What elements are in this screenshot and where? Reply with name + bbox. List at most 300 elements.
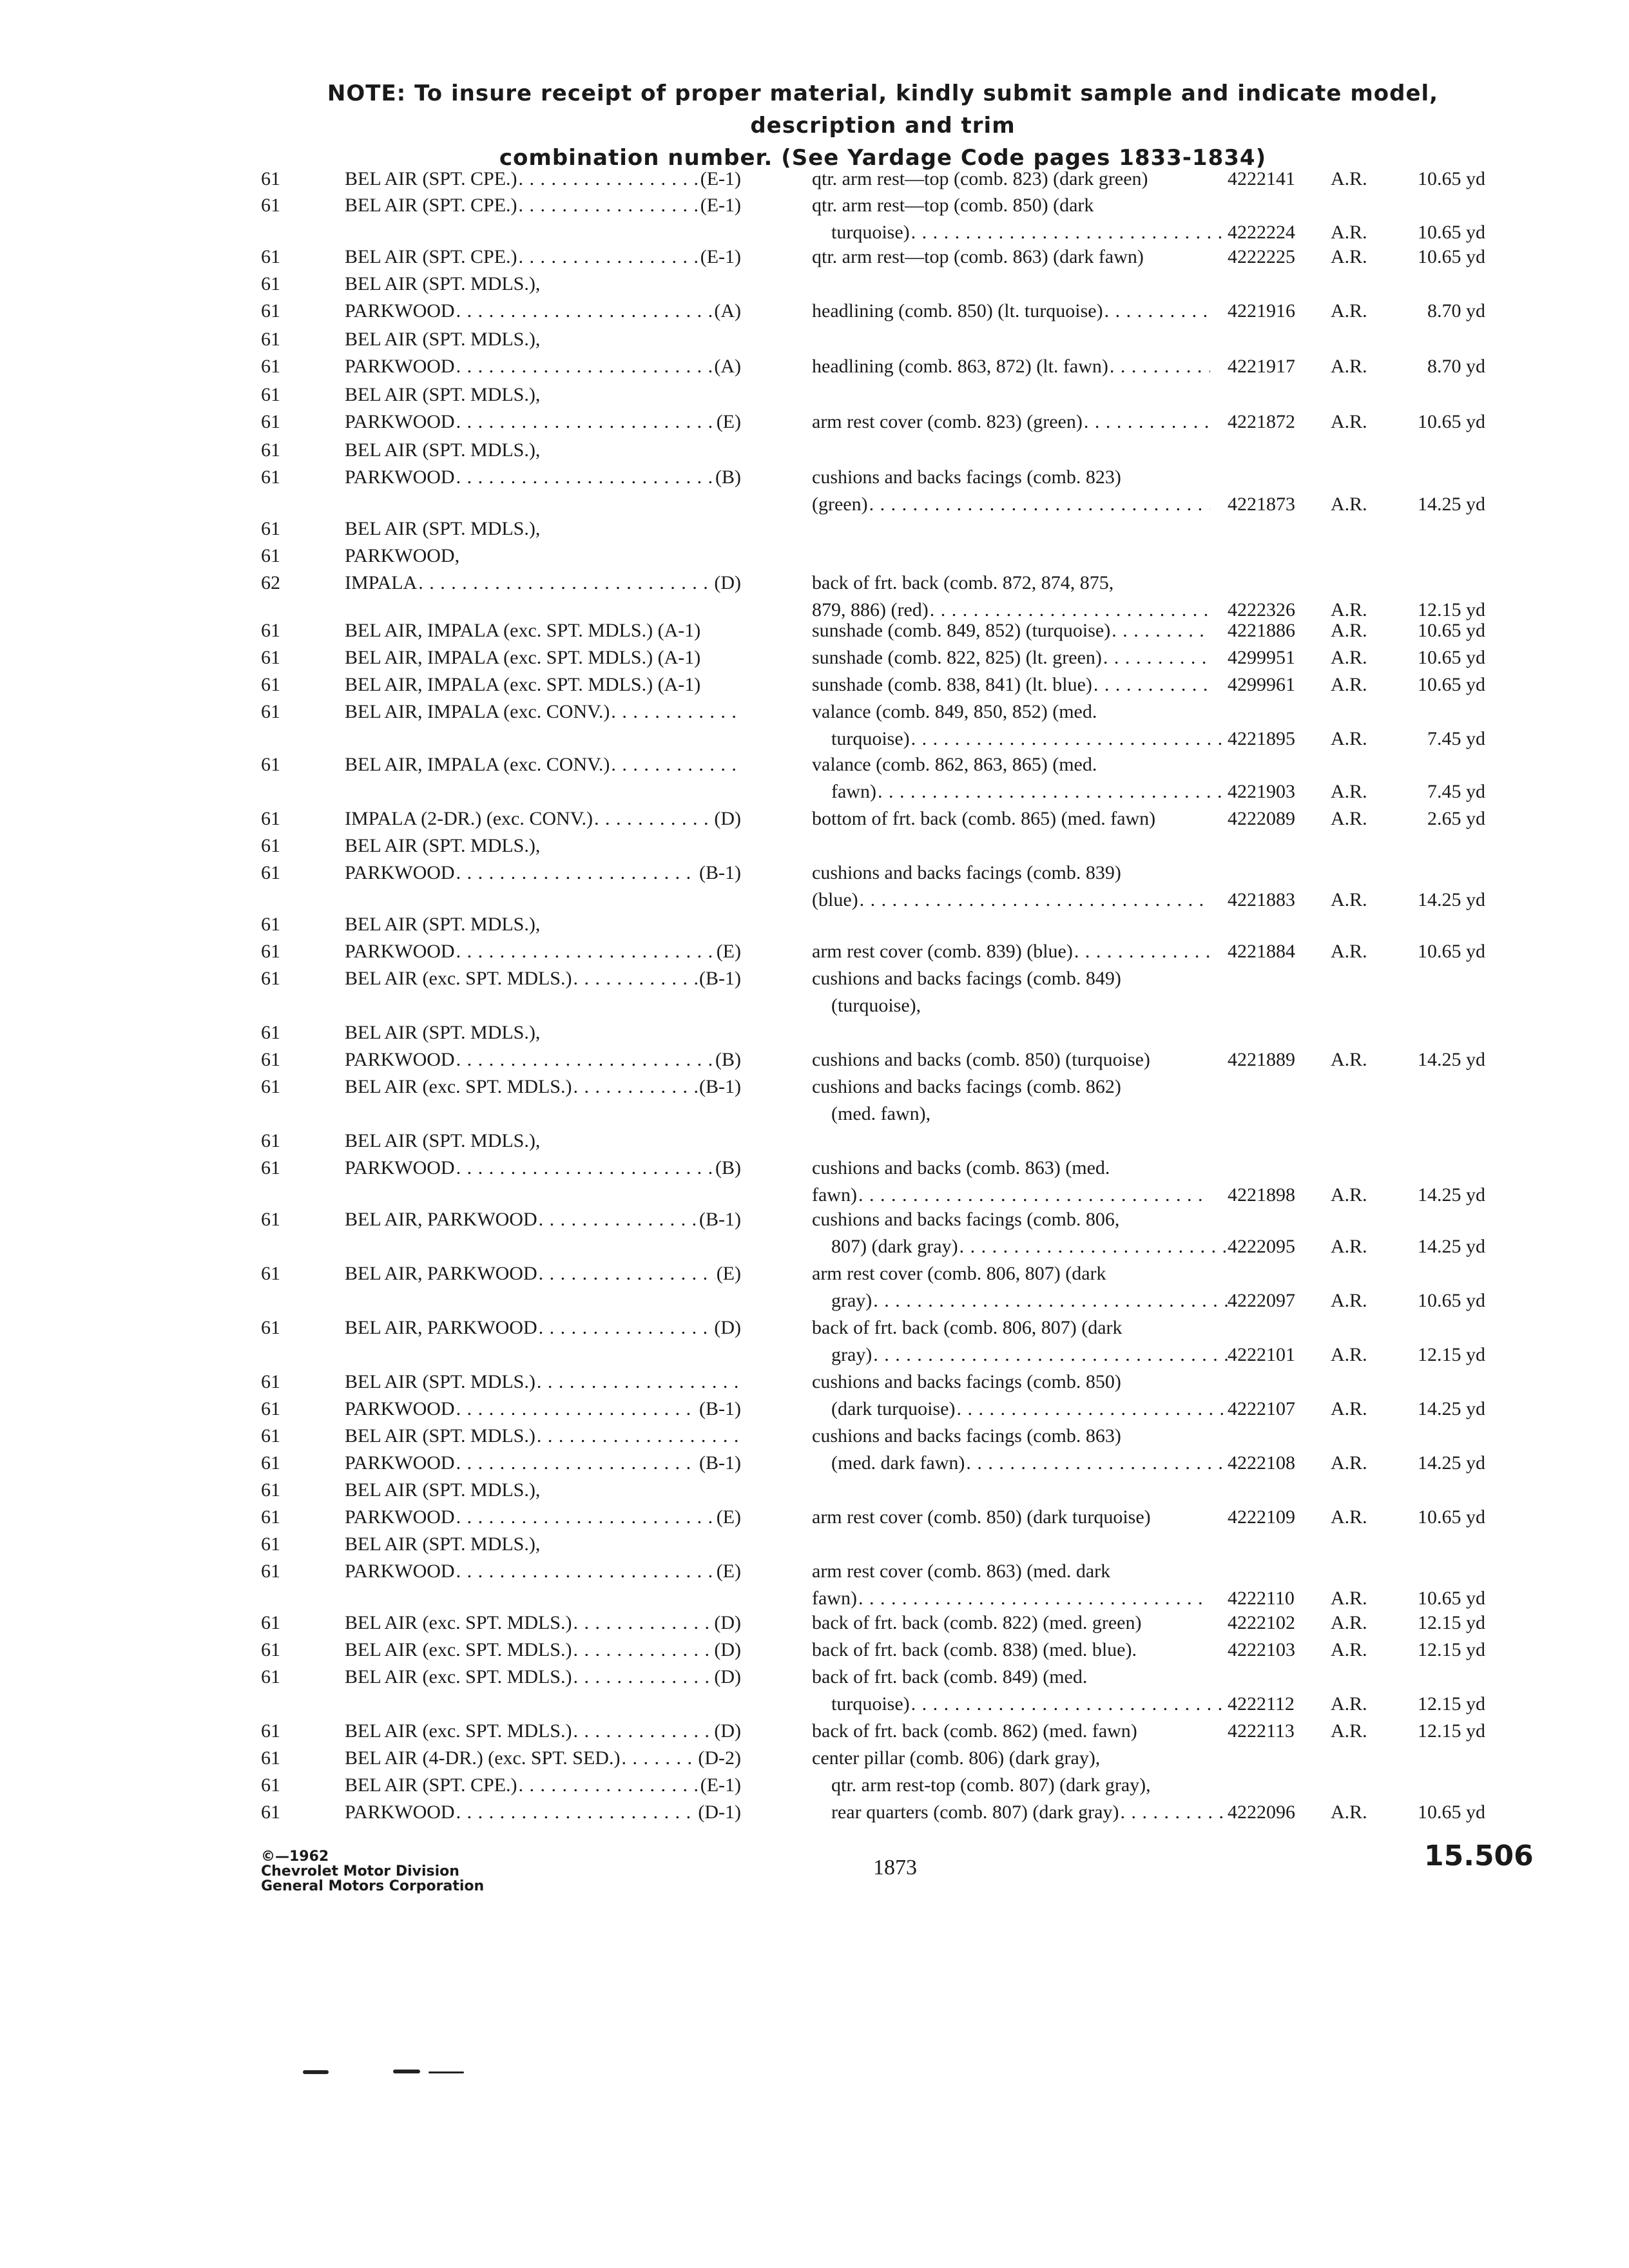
part-number: 4222141 — [1228, 168, 1295, 189]
model-year: 61 — [261, 1130, 280, 1151]
model-year: 61 — [261, 1774, 280, 1796]
corporation-line: General Motors Corporation — [261, 1878, 485, 1894]
price: 12.15 yd — [1418, 599, 1485, 620]
trim-code: (E) — [716, 1506, 741, 1528]
entry-text: BEL AIR, PARKWOOD — [345, 1317, 537, 1338]
model-year: 61 — [261, 1639, 280, 1660]
part-number: 4221889 — [1228, 1049, 1295, 1070]
dot-leader — [911, 726, 1229, 753]
model-line — [345, 1664, 741, 1691]
description-line — [812, 1477, 1211, 1504]
dot-leader — [456, 1155, 714, 1182]
model-year: 61 — [261, 862, 280, 883]
price: 10.65 yd — [1418, 1290, 1485, 1311]
description-line: cushions and backs facings (comb. 862) — [812, 1076, 1121, 1097]
entry-text: 879, 886) (red) — [812, 599, 929, 620]
model-line — [345, 965, 741, 992]
part-number: 4222109 — [1228, 1506, 1295, 1528]
quantity: A.R. — [1331, 1612, 1367, 1633]
dot-leader — [456, 353, 713, 380]
entry-text: fawn) — [812, 1588, 857, 1609]
model-year: 61 — [261, 1479, 280, 1501]
entry-text: turquoise) — [831, 222, 910, 243]
dot-leader — [873, 1287, 1229, 1314]
model-line — [345, 1610, 741, 1637]
description-line: arm rest cover (comb. 806, 807) (dark — [812, 1263, 1106, 1284]
dot-leader — [519, 244, 699, 271]
entry-text: 807) (dark gray) — [831, 1236, 958, 1257]
description-line: back of frt. back (comb. 862) (med. fawn) — [812, 1720, 1137, 1742]
description-line — [812, 1287, 1231, 1314]
dot-leader — [959, 1233, 1229, 1260]
trim-code: (A) — [714, 356, 741, 377]
model-line: BEL AIR (SPT. MDLS.), — [345, 914, 541, 935]
dot-leader — [519, 192, 699, 219]
description-line: qtr. arm rest-top (comb. 807) (dark gray), — [831, 1774, 1151, 1796]
entry-text: sunshade (comb. 838, 841) (lt. blue) — [812, 674, 1092, 695]
trim-code: (B-1) — [699, 968, 741, 989]
entry-text: PARKWOOD — [345, 1157, 455, 1178]
quantity: A.R. — [1331, 1236, 1367, 1257]
trim-code: (E-1) — [700, 195, 741, 216]
part-number: 4221917 — [1228, 356, 1295, 377]
entry-text: BEL AIR (exc. SPT. MDLS.) — [345, 1639, 572, 1660]
price: 10.65 yd — [1418, 674, 1485, 695]
trim-code: (E-1) — [700, 246, 741, 267]
model-line: BEL AIR (SPT. MDLS.), — [345, 439, 541, 461]
trim-code: (E) — [716, 1561, 741, 1582]
description-line: back of frt. back (comb. 849) (med. — [812, 1666, 1088, 1687]
note-line-2: combination number. (See Yardage Code pages 1833-1834) — [499, 145, 1267, 171]
model-line — [345, 1155, 741, 1182]
entry-text: sunshade (comb. 822, 825) (lt. green) — [812, 647, 1102, 668]
price: 12.15 yd — [1418, 1639, 1485, 1660]
entry-text: PARKWOOD — [345, 356, 455, 377]
model-line: BEL AIR (SPT. MDLS.), — [345, 329, 541, 350]
section-number: 15.506 — [1424, 1840, 1534, 1872]
model-line: BEL AIR (SPT. MDLS.), — [345, 518, 541, 539]
yardage-note — [271, 77, 1495, 174]
model-line: BEL AIR (SPT. MDLS.), — [345, 1479, 541, 1501]
entry-text: PARKWOOD — [345, 862, 455, 883]
part-number: 4222107 — [1228, 1398, 1295, 1419]
trim-code: (B) — [715, 466, 741, 488]
price: 10.65 yd — [1418, 1506, 1485, 1528]
quantity: A.R. — [1331, 1049, 1367, 1070]
entry-text: BEL AIR, IMPALA (exc. CONV.) — [345, 754, 610, 775]
model-line — [345, 1450, 741, 1477]
description-line — [812, 832, 1211, 860]
description-line — [812, 543, 1211, 570]
model-line — [345, 1799, 741, 1826]
entry-text: PARKWOOD — [345, 1506, 455, 1528]
quantity: A.R. — [1331, 728, 1367, 749]
part-number: 4222326 — [1228, 599, 1295, 620]
model-year: 61 — [261, 273, 280, 294]
price: 14.25 yd — [1418, 889, 1485, 910]
part-number: 4221886 — [1228, 620, 1295, 641]
model-year: 61 — [261, 941, 280, 962]
description-line — [812, 938, 1211, 965]
quantity: A.R. — [1331, 1452, 1367, 1474]
model-year: 61 — [261, 1076, 280, 1097]
dot-leader — [537, 1369, 740, 1396]
quantity: A.R. — [1331, 941, 1367, 962]
entry-text: BEL AIR (exc. SPT. MDLS.) — [345, 1666, 572, 1687]
dot-leader — [456, 1450, 698, 1477]
trim-code: (B-1) — [699, 1398, 741, 1419]
model-year: 61 — [261, 356, 280, 377]
dot-leader — [1112, 617, 1210, 644]
description-line — [812, 326, 1211, 353]
description-line — [812, 381, 1211, 408]
model-year: 61 — [261, 914, 280, 935]
entry-text: BEL AIR (SPT. MDLS.) — [345, 1371, 535, 1392]
model-line: BEL AIR (SPT. MDLS.), — [345, 1022, 541, 1043]
description-line: cushions and backs facings (comb. 850) — [812, 1371, 1121, 1392]
part-number: 4299961 — [1228, 674, 1295, 695]
model-year: 61 — [261, 329, 280, 350]
price: 10.65 yd — [1418, 168, 1485, 189]
dot-leader — [539, 1206, 698, 1233]
dot-leader — [456, 860, 698, 887]
quantity: A.R. — [1331, 889, 1367, 910]
description-line: valance (comb. 849, 850, 852) (med. — [812, 701, 1097, 722]
quantity: A.R. — [1331, 599, 1367, 620]
model-year: 61 — [261, 674, 280, 695]
quantity: A.R. — [1331, 1720, 1367, 1742]
price: 14.25 yd — [1418, 494, 1485, 515]
description-line — [812, 1019, 1211, 1046]
note-line-1: NOTE: To insure receipt of proper material, kindly submit sample and indicate model, description and trim — [327, 81, 1439, 139]
dot-leader — [1103, 644, 1210, 671]
part-number: 4221872 — [1228, 411, 1295, 432]
model-year: 61 — [261, 1720, 280, 1742]
entry-text: PARKWOOD — [345, 1049, 455, 1070]
description-line: cushions and backs facings (comb. 823) — [812, 466, 1121, 488]
entry-text: PARKWOOD — [345, 1398, 455, 1419]
print-smudge — [303, 2070, 329, 2074]
dot-leader — [456, 1799, 697, 1826]
entry-text: (med. dark fawn) — [831, 1452, 965, 1474]
dot-leader — [860, 887, 1210, 914]
model-year: 61 — [261, 300, 280, 322]
model-year: 61 — [261, 1398, 280, 1419]
entry-text: BEL AIR, PARKWOOD — [345, 1263, 537, 1284]
entry-text: BEL AIR (SPT. CPE.) — [345, 195, 517, 216]
model-line: BEL AIR, IMPALA (exc. SPT. MDLS.) (A-1) — [345, 620, 701, 641]
trim-code: (E) — [716, 941, 741, 962]
part-number: 4222113 — [1228, 1720, 1295, 1742]
model-year: 61 — [261, 195, 280, 216]
dot-leader — [858, 1585, 1210, 1612]
model-line — [345, 408, 741, 436]
description-line: cushions and backs (comb. 850) (turquoise) — [812, 1049, 1150, 1070]
dot-leader — [956, 1396, 1229, 1423]
price: 10.65 yd — [1418, 620, 1485, 641]
price: 8.70 yd — [1427, 356, 1485, 377]
part-number: 4222112 — [1228, 1693, 1295, 1715]
dot-leader — [539, 1314, 713, 1341]
model-year: 61 — [261, 1022, 280, 1043]
part-number: 4222101 — [1228, 1344, 1295, 1365]
model-line — [345, 1423, 741, 1450]
publisher-credit — [261, 1849, 484, 1894]
model-year: 61 — [261, 1452, 280, 1474]
model-year: 61 — [261, 545, 280, 566]
entry-text: BEL AIR (4-DR.) (exc. SPT. SED.) — [345, 1747, 621, 1769]
price: 7.45 yd — [1427, 728, 1485, 749]
model-line — [345, 1718, 741, 1745]
description-line — [812, 1341, 1231, 1369]
entry-text: PARKWOOD — [345, 1561, 455, 1582]
dot-leader — [1094, 671, 1210, 698]
entry-text: BEL AIR, PARKWOOD — [345, 1209, 537, 1230]
model-line: BEL AIR (SPT. MDLS.), — [345, 835, 541, 856]
description-line: valance (comb. 862, 863, 865) (med. — [812, 754, 1097, 775]
entry-text: sunshade (comb. 849, 852) (turquoise) — [812, 620, 1111, 641]
description-line: qtr. arm rest—top (comb. 823) (dark green) — [812, 168, 1148, 189]
dot-leader — [456, 1396, 698, 1423]
description-line — [812, 671, 1211, 698]
part-number: 4222102 — [1228, 1612, 1295, 1633]
model-year: 61 — [261, 754, 280, 775]
model-year: 61 — [261, 968, 280, 989]
dot-leader — [418, 570, 713, 597]
description-line: qtr. arm rest—top (comb. 850) (dark — [812, 195, 1094, 216]
entry-text: (green) — [812, 494, 868, 515]
trim-code: (B-1) — [699, 862, 741, 883]
model-line: BEL AIR (SPT. MDLS.), — [345, 273, 541, 294]
price: 14.25 yd — [1418, 1184, 1485, 1206]
part-number: 4222224 — [1228, 222, 1295, 243]
dot-leader — [456, 938, 715, 965]
description-line: qtr. arm rest—top (comb. 863) (dark fawn) — [812, 246, 1144, 267]
print-smudge — [429, 2071, 464, 2073]
description-line: cushions and backs facings (comb. 863) — [812, 1425, 1121, 1446]
description-line — [812, 1233, 1231, 1260]
dot-leader — [456, 298, 713, 325]
dot-leader — [574, 1718, 713, 1745]
price: 12.15 yd — [1418, 1720, 1485, 1742]
model-line — [345, 192, 741, 219]
dot-leader — [456, 1558, 715, 1585]
quantity: A.R. — [1331, 620, 1367, 641]
model-line: BEL AIR (SPT. MDLS.), — [345, 1130, 541, 1151]
dot-leader — [621, 1745, 697, 1772]
entry-text: headlining (comb. 863, 872) (lt. fawn) — [812, 356, 1108, 377]
entry-text: BEL AIR (exc. SPT. MDLS.) — [345, 1612, 572, 1633]
trim-code: (E) — [716, 1263, 741, 1284]
dot-leader — [574, 1664, 713, 1691]
price: 12.15 yd — [1418, 1612, 1485, 1633]
description-line: back of frt. back (comb. 872, 874, 875, — [812, 572, 1114, 593]
model-line — [345, 298, 741, 325]
quantity: A.R. — [1331, 1344, 1367, 1365]
description-line — [812, 1585, 1211, 1612]
description-line: (med. fawn), — [831, 1103, 931, 1124]
description-line — [812, 911, 1211, 938]
dot-leader — [911, 1691, 1229, 1718]
dot-leader — [456, 408, 715, 436]
model-year: 61 — [261, 835, 280, 856]
model-year: 61 — [261, 1371, 280, 1392]
description-line: cushions and backs facings (comb. 839) — [812, 862, 1121, 883]
description-line: (turquoise), — [831, 995, 921, 1016]
price: 12.15 yd — [1418, 1344, 1485, 1365]
model-year: 61 — [261, 1612, 280, 1633]
division-line: Chevrolet Motor Division — [261, 1863, 459, 1879]
description-line: cushions and backs (comb. 863) (med. — [812, 1157, 1110, 1178]
entry-text: gray) — [831, 1344, 872, 1365]
description-line — [812, 644, 1211, 671]
price: 10.65 yd — [1418, 411, 1485, 432]
entry-text: arm rest cover (comb. 839) (blue) — [812, 941, 1073, 962]
dot-leader — [574, 1073, 699, 1100]
dot-leader — [1104, 298, 1210, 325]
model-year: 61 — [261, 1747, 280, 1769]
part-number: 4222095 — [1228, 1236, 1295, 1257]
dot-leader — [1110, 353, 1210, 380]
model-line — [345, 938, 741, 965]
model-line — [345, 570, 741, 597]
model-line — [345, 805, 741, 832]
quantity: A.R. — [1331, 1693, 1367, 1715]
dot-leader — [574, 965, 699, 992]
dot-leader — [611, 751, 740, 778]
dot-leader — [456, 1046, 714, 1073]
dot-leader — [911, 219, 1229, 246]
quantity: A.R. — [1331, 168, 1367, 189]
entry-text: PARKWOOD — [345, 411, 455, 432]
entry-text: fawn) — [831, 781, 876, 802]
description-line: back of frt. back (comb. 822) (med. green) — [812, 1612, 1142, 1633]
quantity: A.R. — [1331, 1398, 1367, 1419]
model-year: 61 — [261, 1049, 280, 1070]
quantity: A.R. — [1331, 411, 1367, 432]
description-line — [812, 726, 1231, 753]
part-number: 4221884 — [1228, 941, 1295, 962]
entry-text: PARKWOOD — [345, 941, 455, 962]
quantity: A.R. — [1331, 300, 1367, 322]
entry-text: headlining (comb. 850) (lt. turquoise) — [812, 300, 1103, 322]
print-smudge — [393, 2070, 420, 2073]
price: 10.65 yd — [1418, 246, 1485, 267]
model-line — [345, 1745, 741, 1772]
dot-leader — [966, 1450, 1229, 1477]
model-line — [345, 1637, 741, 1664]
part-number: 4221903 — [1228, 781, 1295, 802]
model-year: 61 — [261, 439, 280, 461]
model-year: 61 — [261, 808, 280, 829]
entry-text: BEL AIR (exc. SPT. MDLS.) — [345, 1720, 572, 1742]
model-line — [345, 1772, 741, 1799]
dot-leader — [519, 1772, 699, 1799]
entry-text: BEL AIR (exc. SPT. MDLS.) — [345, 968, 572, 989]
dot-leader — [594, 805, 713, 832]
part-number: 4221898 — [1228, 1184, 1295, 1206]
model-year: 61 — [261, 168, 280, 189]
entry-text: BEL AIR (exc. SPT. MDLS.) — [345, 1076, 572, 1097]
part-number: 4222225 — [1228, 246, 1295, 267]
model-line — [345, 1046, 741, 1073]
price: 2.65 yd — [1427, 808, 1485, 829]
part-number: 4221916 — [1228, 300, 1295, 322]
quantity: A.R. — [1331, 808, 1367, 829]
quantity: A.R. — [1331, 356, 1367, 377]
trim-code: (D) — [714, 1666, 741, 1687]
description-line: bottom of frt. back (comb. 865) (med. fawn) — [812, 808, 1156, 829]
trim-code: (B-1) — [699, 1452, 741, 1474]
model-line — [345, 1206, 741, 1233]
entry-text: BEL AIR (SPT. CPE.) — [345, 246, 517, 267]
model-line — [345, 1260, 741, 1287]
description-line — [812, 1691, 1231, 1718]
model-year: 61 — [261, 1802, 280, 1823]
trim-code: (E) — [716, 411, 741, 432]
description-line — [812, 617, 1211, 644]
model-year: 61 — [261, 620, 280, 641]
trim-code: (D) — [714, 808, 741, 829]
trim-code: (D) — [714, 1720, 741, 1742]
entry-text: rear quarters (comb. 807) (dark gray) — [831, 1802, 1119, 1823]
dot-leader — [1074, 938, 1210, 965]
model-line — [345, 1314, 741, 1341]
description-line — [812, 437, 1211, 464]
description-line — [812, 1396, 1231, 1423]
part-number: 4221895 — [1228, 728, 1295, 749]
quantity: A.R. — [1331, 222, 1367, 243]
part-number: 4221883 — [1228, 889, 1295, 910]
description-line — [812, 1450, 1231, 1477]
model-line: BEL AIR (SPT. MDLS.), — [345, 384, 541, 405]
dot-leader — [1120, 1799, 1229, 1826]
model-year: 61 — [261, 384, 280, 405]
description-line — [812, 298, 1211, 325]
trim-code: (D-1) — [698, 1802, 741, 1823]
entry-text: BEL AIR (SPT. MDLS.) — [345, 1425, 535, 1446]
dot-leader — [611, 698, 740, 726]
dot-leader — [869, 491, 1210, 518]
description-line — [812, 408, 1211, 436]
quantity: A.R. — [1331, 1290, 1367, 1311]
part-number: 4222089 — [1228, 808, 1295, 829]
dot-leader — [539, 1260, 715, 1287]
trim-code: (E-1) — [700, 168, 741, 189]
quantity: A.R. — [1331, 674, 1367, 695]
description-line — [812, 515, 1211, 543]
description-line — [812, 353, 1211, 380]
dot-leader — [456, 1504, 715, 1531]
description-line — [812, 491, 1211, 518]
dot-leader — [537, 1423, 740, 1450]
trim-code: (B-1) — [699, 1076, 741, 1097]
model-line: BEL AIR (SPT. MDLS.), — [345, 1533, 541, 1555]
model-line — [345, 1396, 741, 1423]
entry-text: fawn) — [812, 1184, 857, 1206]
model-line — [345, 353, 741, 380]
part-number: 4222108 — [1228, 1452, 1295, 1474]
description-line — [812, 778, 1231, 805]
entry-text: IMPALA (2-DR.) (exc. CONV.) — [345, 808, 593, 829]
model-year: 61 — [261, 411, 280, 432]
model-line — [345, 166, 741, 193]
model-year: 61 — [261, 1209, 280, 1230]
trim-code: (D) — [714, 1639, 741, 1660]
price: 14.25 yd — [1418, 1452, 1485, 1474]
price: 10.65 yd — [1418, 222, 1485, 243]
description-line: back of frt. back (comb. 806, 807) (dark — [812, 1317, 1123, 1338]
